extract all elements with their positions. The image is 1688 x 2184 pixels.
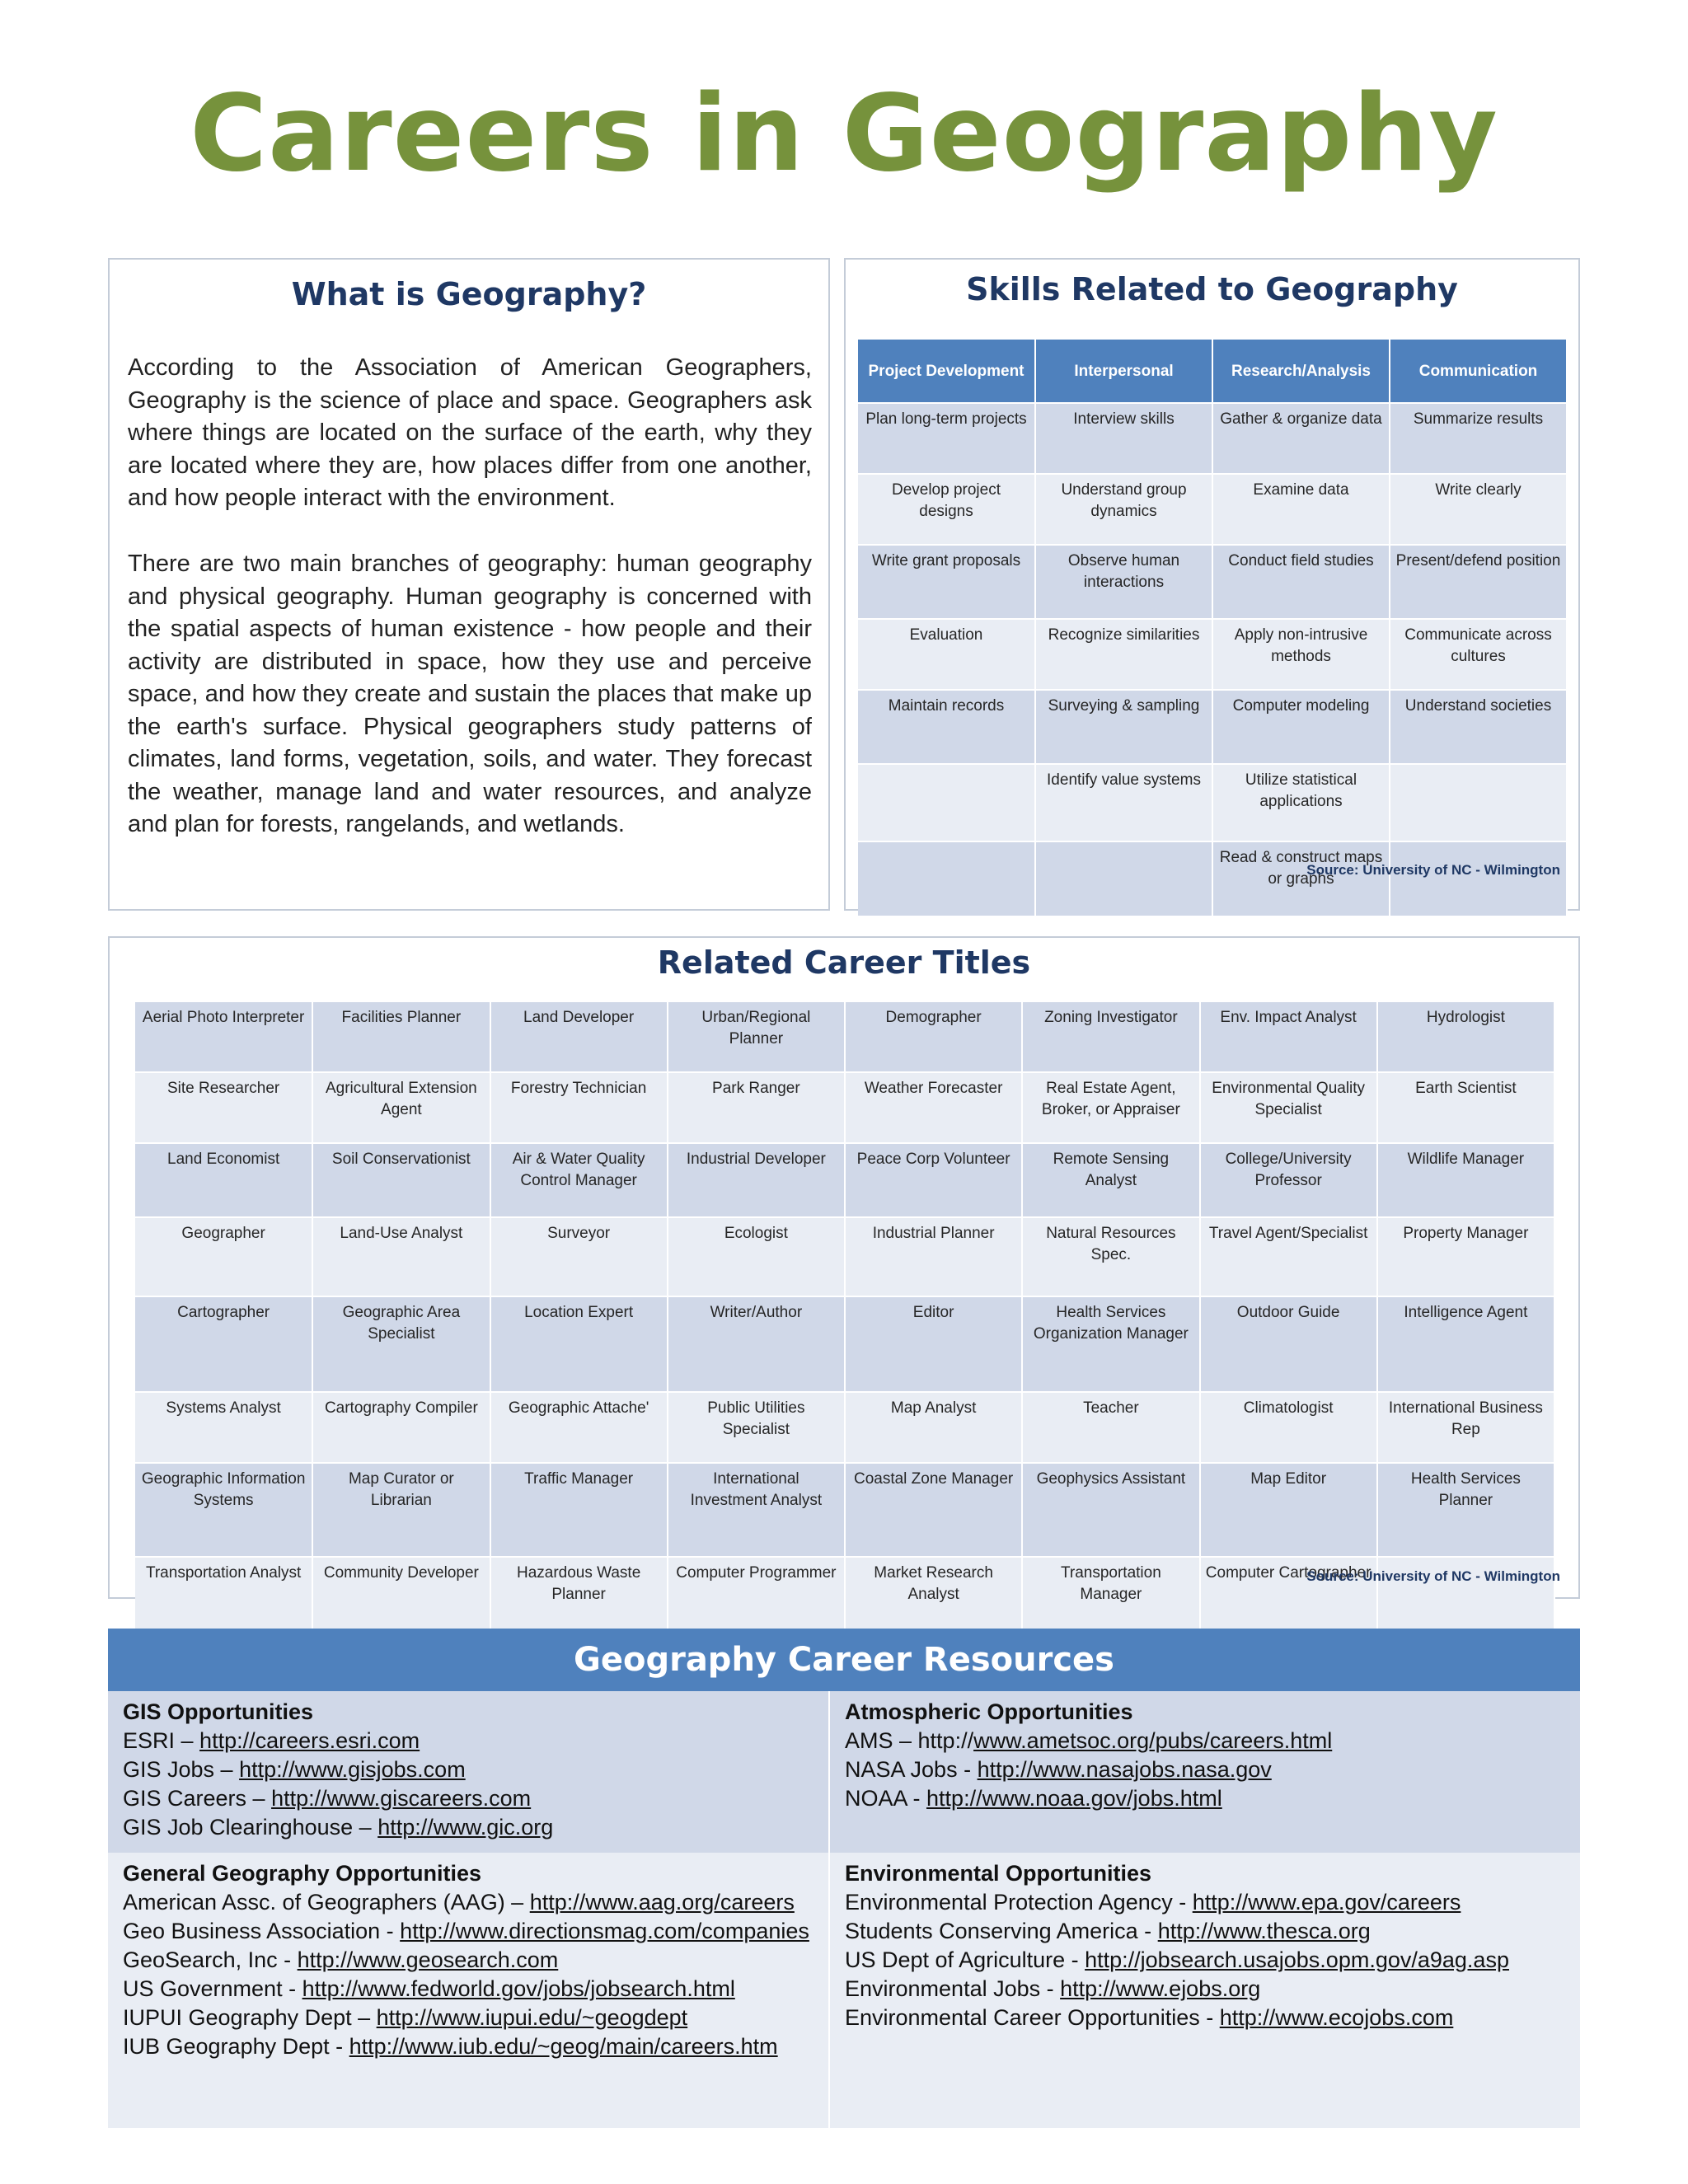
resource-item: [845, 1975, 1565, 2004]
resource-label: GIS Jobs –: [123, 1757, 240, 1782]
resource-label: Environmental Jobs -: [845, 1976, 1061, 2001]
career-row: [135, 1296, 1554, 1392]
skill-cell: [1390, 764, 1567, 841]
skill-cell: Develop project designs: [858, 474, 1035, 545]
career-title-cell: International Investment Analyst: [668, 1463, 845, 1557]
resource-item: [123, 1888, 814, 1917]
resource-item: [845, 1727, 1565, 1755]
career-row: [135, 1001, 1554, 1072]
resource-label: GIS Job Clearinghouse –: [123, 1815, 378, 1840]
resource-label: IUB Geography Dept -: [123, 2034, 349, 2059]
skills-heading: Skills Related to Geography: [966, 271, 1458, 307]
career-title-cell: Natural Resources Spec.: [1022, 1217, 1199, 1296]
career-title-cell: Map Editor: [1200, 1463, 1377, 1557]
career-row: [135, 1217, 1554, 1296]
career-row: [135, 1392, 1554, 1463]
career-title-cell: Land Economist: [135, 1143, 312, 1217]
career-title-cell: Hydrologist: [1377, 1001, 1554, 1072]
resource-label: Students Conserving America -: [845, 1919, 1158, 1943]
resource-item: [123, 2032, 814, 2061]
career-title-cell: Geographic Information Systems: [135, 1463, 312, 1557]
career-title-cell: Env. Impact Analyst: [1200, 1001, 1377, 1072]
resource-link[interactable]: http://www.gic.org: [377, 1815, 554, 1840]
branches-paragraph: There are two main branches of geography: human geography and physical geography. Human geography is concerned with the spatial aspects of human existence - how people and their activity are distributed in space, how they use and perceive space, and how they create and sustain the places that make up the earth's surface. Physical geographers study patterns of climates, land forms, vegetation, soils, and water. They forecast the weather, manage land and water resources, and analyze and plan for forests, rangelands, and wetlands.: [128, 551, 812, 837]
career-row: [135, 1463, 1554, 1557]
career-title-cell: Cartographer: [135, 1296, 312, 1392]
skills-row: [858, 764, 1567, 841]
resource-group-heading: Atmospheric Opportunities: [845, 1699, 1133, 1724]
career-title-cell: Cartography Compiler: [312, 1392, 490, 1463]
resource-item: [123, 1784, 814, 1813]
career-title-cell: Facilities Planner: [312, 1001, 490, 1072]
career-title-cell: Environmental Quality Specialist: [1200, 1072, 1377, 1143]
resource-group-heading: General Geography Opportunities: [123, 1861, 482, 1886]
resource-item: [845, 2004, 1565, 2032]
career-title-cell: Geophysics Assistant: [1022, 1463, 1199, 1557]
careers-source: Source: University of NC - Wilmington: [1306, 1568, 1560, 1584]
career-title-cell: Soil Conservationist: [312, 1143, 490, 1217]
career-title-cell: Outdoor Guide: [1200, 1296, 1377, 1392]
career-title-cell: Climatologist: [1200, 1392, 1377, 1463]
career-title-cell: Peace Corp Volunteer: [845, 1143, 1022, 1217]
skill-cell: [858, 764, 1035, 841]
resource-label: US Government -: [123, 1976, 302, 2001]
resource-link[interactable]: http://www.epa.gov/careers: [1192, 1890, 1461, 1915]
career-title-cell: Computer Cartographer: [1200, 1557, 1377, 1649]
career-resources-heading: Geography Career Resources: [108, 1629, 1580, 1691]
career-title-cell: Location Expert: [490, 1296, 668, 1392]
what-is-geography-panel: [108, 258, 830, 911]
resource-link[interactable]: http://www.fedworld.gov/jobs/jobsearch.html: [302, 1976, 735, 2001]
resource-item: [845, 1755, 1565, 1784]
skill-cell: Conduct field studies: [1212, 545, 1390, 619]
career-title-cell: Transportation Analyst: [135, 1557, 312, 1649]
career-title-cell: Coastal Zone Manager: [845, 1463, 1022, 1557]
career-title-cell: Writer/Author: [668, 1296, 845, 1392]
career-title-cell: Real Estate Agent, Broker, or Appraiser: [1022, 1072, 1199, 1143]
skills-row: [858, 690, 1567, 764]
skill-cell: [1390, 841, 1567, 916]
resource-item: [123, 1813, 814, 1842]
resource-label: AMS – http://: [845, 1728, 974, 1753]
skills-column-header: Communication: [1390, 340, 1567, 403]
skills-row: [858, 403, 1567, 474]
career-title-cell: Park Ranger: [668, 1072, 845, 1143]
skill-cell: Communicate across cultures: [1390, 619, 1567, 690]
skill-cell: Gather & organize data: [1212, 403, 1390, 474]
career-title-cell: Remote Sensing Analyst: [1022, 1143, 1199, 1217]
career-resources-panel: [108, 1629, 1580, 2128]
career-title-cell: Health Services Planner: [1377, 1463, 1554, 1557]
resource-link[interactable]: http://www.directionsmag.com/companies: [400, 1919, 809, 1943]
skills-column-header: Interpersonal: [1035, 340, 1212, 403]
skill-cell: Surveying & sampling: [1035, 690, 1212, 764]
skill-cell: Examine data: [1212, 474, 1390, 545]
career-title-cell: Demographer: [845, 1001, 1022, 1072]
skill-cell: Observe human interactions: [1035, 545, 1212, 619]
career-title-cell: Property Manager: [1377, 1217, 1554, 1296]
resource-item: [123, 1975, 814, 2004]
resource-item: [845, 1784, 1565, 1813]
resource-link[interactable]: http://www.iub.edu/~geog/main/careers.htm: [349, 2034, 778, 2059]
career-title-cell: Geographic Attache': [490, 1392, 668, 1463]
career-titles-heading: Related Career Titles: [657, 944, 1031, 981]
environmental-opportunities: [830, 1853, 1580, 2128]
career-title-cell: Urban/Regional Planner: [668, 1001, 845, 1072]
skills-row: [858, 545, 1567, 619]
resource-group-heading: Environmental Opportunities: [845, 1861, 1152, 1886]
career-title-cell: Traffic Manager: [490, 1463, 668, 1557]
career-title-cell: Map Curator or Librarian: [312, 1463, 490, 1557]
page-title: Careers in Geography: [190, 73, 1498, 195]
resource-label: GIS Careers –: [123, 1786, 272, 1811]
resource-link[interactable]: http://www.iupui.edu/~geogdept: [376, 2005, 688, 2030]
career-title-cell: Wildlife Manager: [1377, 1143, 1554, 1217]
career-title-cell: International Business Rep: [1377, 1392, 1554, 1463]
career-title-cell: Community Developer: [312, 1557, 490, 1649]
resource-link[interactable]: http://www.aag.org/careers: [529, 1890, 795, 1915]
career-title-cell: Zoning Investigator: [1022, 1001, 1199, 1072]
career-title-cell: Surveyor: [490, 1217, 668, 1296]
skills-row: [858, 619, 1567, 690]
career-title-cell: College/University Professor: [1200, 1143, 1377, 1217]
career-title-cell: Editor: [845, 1296, 1022, 1392]
skill-cell: [1035, 841, 1212, 916]
skills-column-header: Project Development: [858, 340, 1035, 403]
skill-cell: Recognize similarities: [1035, 619, 1212, 690]
resource-item: [123, 1755, 814, 1784]
definition-paragraph: According to the Association of American Geographers, Geography is the science of place and space. Geographers ask where things are located on the surface of the earth, why they are located where they are, how places differ from one another, and how people interact with the environment.: [128, 354, 812, 511]
career-title-cell: Health Services Organization Manager: [1022, 1296, 1199, 1392]
skills-panel: [844, 258, 1580, 911]
resource-group-heading: GIS Opportunities: [123, 1699, 314, 1724]
career-title-cell: Agricultural Extension Agent: [312, 1072, 490, 1143]
resource-label: Environmental Protection Agency -: [845, 1890, 1193, 1915]
skill-cell: Identify value systems: [1035, 764, 1212, 841]
resource-link[interactable]: http://careers.esri.com: [199, 1728, 420, 1753]
resource-item: [845, 1946, 1565, 1975]
career-title-cell: Industrial Planner: [845, 1217, 1022, 1296]
resource-link[interactable]: http://www.gisjobs.com: [239, 1757, 466, 1782]
career-title-cell: Geographic Area Specialist: [312, 1296, 490, 1392]
career-row: [135, 1072, 1554, 1143]
career-title-cell: Industrial Developer: [668, 1143, 845, 1217]
resource-item: [123, 1946, 814, 1975]
resource-label: IUPUI Geography Dept –: [123, 2005, 377, 2030]
resource-item: [123, 1727, 814, 1755]
career-title-cell: Air & Water Quality Control Manager: [490, 1143, 668, 1217]
career-title-cell: Computer Programmer: [668, 1557, 845, 1649]
career-title-cell: Teacher: [1022, 1392, 1199, 1463]
skills-row: [858, 474, 1567, 545]
skill-cell: Maintain records: [858, 690, 1035, 764]
career-title-cell: Forestry Technician: [490, 1072, 668, 1143]
skills-table: [858, 340, 1568, 916]
skill-cell: Understand group dynamics: [1035, 474, 1212, 545]
resource-link[interactable]: http://www.giscareers.com: [271, 1786, 532, 1811]
resource-label: Geo Business Association -: [123, 1919, 401, 1943]
skill-cell: Interview skills: [1035, 403, 1212, 474]
resource-link[interactable]: http://www.ecojobs.com: [1219, 2005, 1454, 2030]
resource-label: American Assc. of Geographers (AAG) –: [123, 1890, 530, 1915]
career-title-cell: Geographer: [135, 1217, 312, 1296]
gis-opportunities: [108, 1691, 830, 1853]
resource-link[interactable]: http://www.geosearch.com: [297, 1947, 559, 1972]
resource-link[interactable]: www.ametsoc.org/pubs/careers.html: [973, 1728, 1333, 1753]
resource-link[interactable]: http://www.ejobs.org: [1060, 1976, 1261, 2001]
career-titles-table: [135, 1001, 1555, 1649]
skill-cell: Computer modeling: [1212, 690, 1390, 764]
career-title-cell: Earth Scientist: [1377, 1072, 1554, 1143]
resource-label: ESRI –: [123, 1728, 200, 1753]
career-title-cell: Market Research Analyst: [845, 1557, 1022, 1649]
skill-cell: Understand societies: [1390, 690, 1567, 764]
career-title-cell: Transportation Manager: [1022, 1557, 1199, 1649]
career-title-cell: Systems Analyst: [135, 1392, 312, 1463]
skill-cell: Present/defend position: [1390, 545, 1567, 619]
career-title-cell: Public Utilities Specialist: [668, 1392, 845, 1463]
career-title-cell: Intelligence Agent: [1377, 1296, 1554, 1392]
resource-label: NOAA -: [845, 1786, 927, 1811]
skill-cell: Summarize results: [1390, 403, 1567, 474]
general-geography-opportunities: [108, 1853, 830, 2128]
career-titles-panel: [108, 936, 1580, 1603]
resource-link[interactable]: http://jobsearch.usajobs.opm.gov/a9ag.asp: [1085, 1947, 1509, 1972]
career-title-cell: Site Researcher: [135, 1072, 312, 1143]
career-title-cell: Aerial Photo Interpreter: [135, 1001, 312, 1072]
skill-cell: Evaluation: [858, 619, 1035, 690]
skill-cell: Utilize statistical applications: [1212, 764, 1390, 841]
resource-link[interactable]: http://www.nasajobs.nasa.gov: [977, 1757, 1272, 1782]
skill-cell: Plan long-term projects: [858, 403, 1035, 474]
resource-label: NASA Jobs -: [845, 1757, 978, 1782]
resource-item: [123, 2004, 814, 2032]
skills-source: Source: University of NC - Wilmington: [1306, 862, 1560, 878]
skill-cell: Apply non-intrusive methods: [1212, 619, 1390, 690]
skill-cell: Write clearly: [1390, 474, 1567, 545]
career-title-cell: Land Developer: [490, 1001, 668, 1072]
career-title-cell: Ecologist: [668, 1217, 845, 1296]
career-title-cell: Hazardous Waste Planner: [490, 1557, 668, 1649]
career-title-cell: Map Analyst: [845, 1392, 1022, 1463]
skill-cell: [858, 841, 1035, 916]
skill-cell: Read & construct maps or graphs: [1212, 841, 1390, 916]
career-title-cell: Weather Forecaster: [845, 1072, 1022, 1143]
resource-link[interactable]: http://www.noaa.gov/jobs.html: [926, 1786, 1222, 1811]
career-row: [135, 1143, 1554, 1217]
resource-label: Environmental Career Opportunities -: [845, 2005, 1220, 2030]
skills-row: [858, 841, 1567, 916]
resource-link[interactable]: http://www.thesca.org: [1157, 1919, 1371, 1943]
resource-label: US Dept of Agriculture -: [845, 1947, 1085, 1972]
resource-label: GeoSearch, Inc -: [123, 1947, 298, 1972]
career-title-cell: Land-Use Analyst: [312, 1217, 490, 1296]
skills-column-header: Research/Analysis: [1212, 340, 1390, 403]
resource-item: [845, 1917, 1565, 1946]
career-title-cell: Travel Agent/Specialist: [1200, 1217, 1377, 1296]
what-is-geography-heading: What is Geography?: [291, 276, 647, 312]
skill-cell: Write grant proposals: [858, 545, 1035, 619]
atmospheric-opportunities: [830, 1691, 1580, 1853]
resource-item: [845, 1888, 1565, 1917]
resource-item: [123, 1917, 814, 1946]
